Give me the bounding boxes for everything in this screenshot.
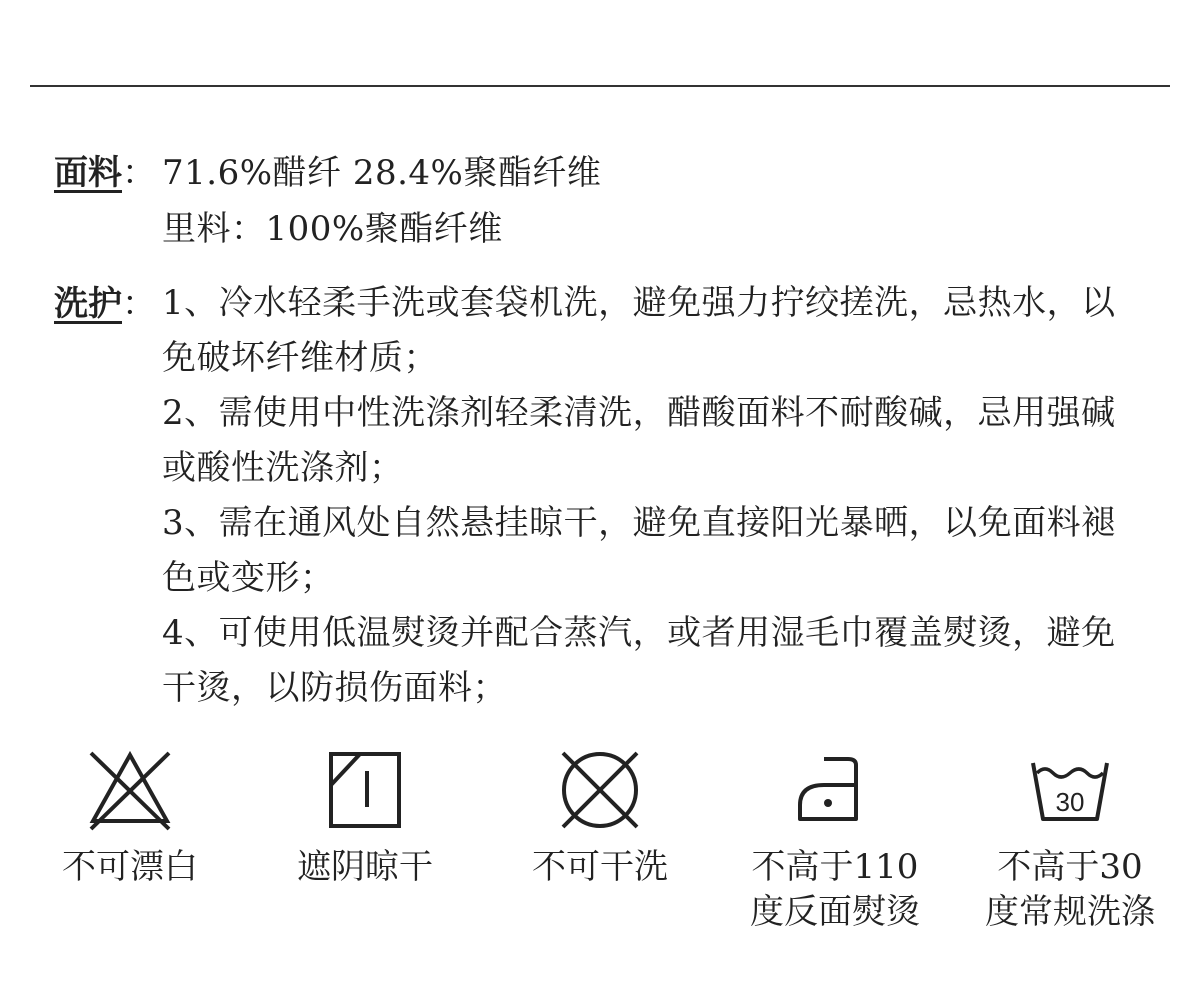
material-section bbox=[54, 145, 601, 257]
care-symbol-label-line1: 不高于30 bbox=[997, 847, 1143, 887]
wash-temperature-number: 30 bbox=[1055, 787, 1085, 817]
wash-30-icon bbox=[1025, 745, 1115, 835]
care-symbol-wash-30 bbox=[950, 745, 1190, 935]
care-instruction-1: 1、冷水轻柔手洗或套袋机洗，避免强力拧绞搓洗，忌热水，以免破坏纤维材质； bbox=[162, 283, 1116, 378]
care-symbol-label: 遮阴晾干 bbox=[297, 847, 433, 887]
care-instruction-3: 3、需在通风处自然悬挂晾干，避免直接阳光暴晒，以免面料褪色或变形； bbox=[162, 503, 1116, 598]
care-symbol-label-line2: 度常规洗涤 bbox=[985, 892, 1155, 932]
care-instruction-2: 2、需使用中性洗涤剂轻柔清洗，醋酸面料不耐酸碱，忌用强碱或酸性洗涤剂； bbox=[162, 393, 1116, 488]
care-symbols-row bbox=[0, 745, 1200, 985]
care-symbol-no-bleach bbox=[10, 745, 250, 890]
material-colon: ： bbox=[122, 153, 156, 193]
no-bleach-icon bbox=[85, 745, 175, 835]
care-instruction-4: 4、可使用低温熨烫并配合蒸汽，或者用湿毛巾覆盖熨烫，避免干烫，以防损伤面料； bbox=[162, 613, 1116, 708]
material-label: 面料 bbox=[54, 153, 122, 193]
iron-low-icon bbox=[790, 745, 880, 835]
care-symbol-label-line2: 度反面熨烫 bbox=[750, 892, 920, 932]
care-symbol-dry-shade bbox=[245, 745, 485, 890]
care-label: 洗护 bbox=[54, 284, 122, 324]
care-symbol-label-line1: 不高于110 bbox=[751, 847, 919, 887]
care-symbol-label: 不可干洗 bbox=[532, 847, 668, 887]
shell-fabric-text: 71.6%醋纤 28.4%聚酯纤维 bbox=[162, 153, 602, 193]
line-dry-in-shade-icon bbox=[320, 745, 410, 835]
top-divider bbox=[30, 85, 1170, 87]
care-symbol-iron-low bbox=[715, 745, 955, 935]
care-colon: ： bbox=[122, 284, 156, 324]
lining-fabric-text: 里料：100%聚酯纤维 bbox=[162, 209, 503, 249]
care-symbol-no-dry-clean bbox=[480, 745, 720, 890]
care-section bbox=[54, 276, 1137, 716]
no-dry-clean-icon bbox=[555, 745, 645, 835]
care-symbol-label: 不可漂白 bbox=[62, 847, 198, 887]
